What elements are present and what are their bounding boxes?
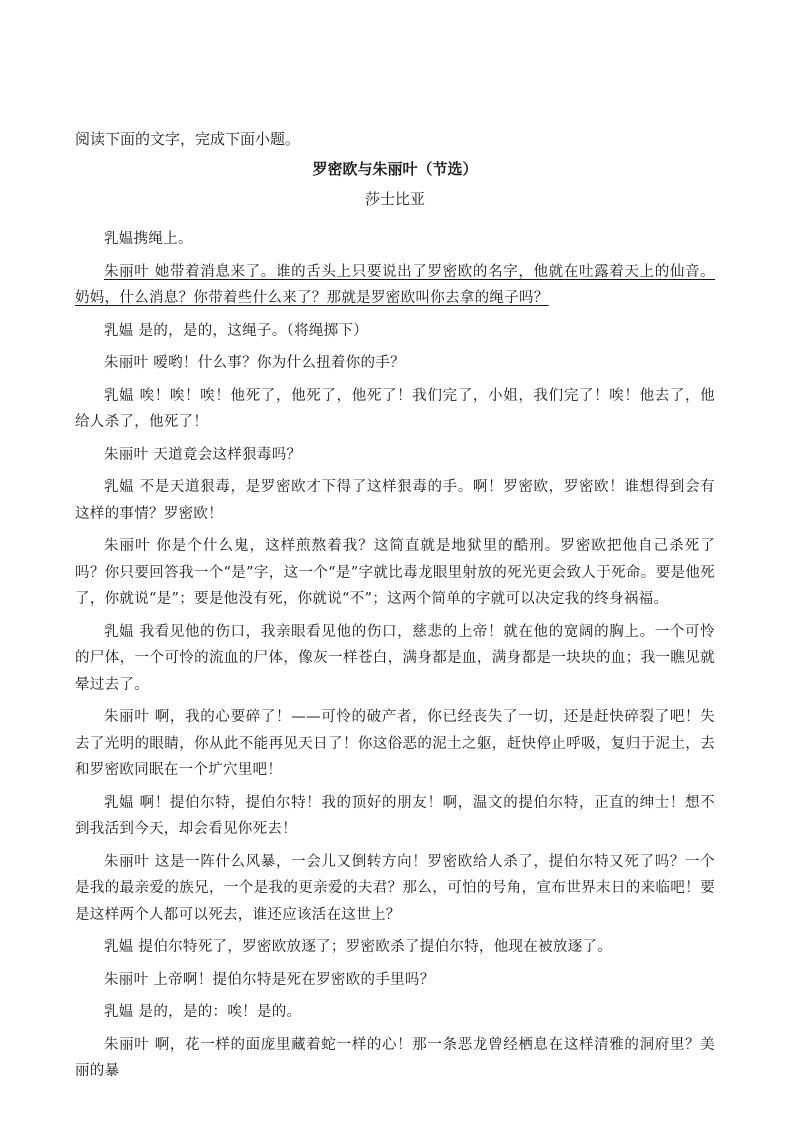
passage-author: 莎士比亚: [364, 190, 425, 208]
speaker-name: 乳媪: [104, 479, 135, 495]
dialogue-line: [75, 934, 715, 961]
speaker-name: 朱丽叶: [104, 971, 149, 988]
dialogue-line: [75, 383, 715, 436]
dialogue-line: [75, 318, 715, 345]
dialogue-line: [75, 1032, 715, 1085]
speaker-name: 乳媪: [104, 322, 134, 339]
paragraph-text: 天道竟会这样狠毒吗？: [153, 446, 302, 463]
dialogue-line: [75, 999, 715, 1026]
paragraph-text: 乳媪携绳上。: [104, 231, 193, 247]
paragraph-text: 啊，我的心要碎了！——可怜的破产者，你已经丧失了一切，还是赶快碎裂了吧！失去了光明的眼睛，你从此不能再见天日了！你这俗恶的泥土之躯，赶快停止呼吸，复归于泥土，去和罗密欧同眠在一个圹穴里吧！: [75, 709, 715, 778]
speaker-name: 朱丽叶: [104, 709, 150, 725]
paragraph-text: 我看见他的伤口，我亲眼看见他的伤口，慈悲的上帝！就在他的宽阔的胸上。一个可怜的尸体，一个可怜的流血的尸体，像灰一样苍白，满身都是血，满身都是一块块的血；我一瞧见就晕过去了。: [75, 623, 715, 693]
speaker-name: 乳媪: [104, 939, 134, 955]
dialogue-line: [75, 350, 715, 377]
dialogue-line: [75, 967, 715, 994]
paragraph-text: 不是天道狠毒，是罗密欧才下得了这样狠毒的手。啊！罗密欧，罗密欧！谁想得到会有这样的事情？罗密欧！: [75, 479, 715, 522]
speaker-name: 乳媪: [104, 387, 135, 404]
paragraph-text: 啊，花一样的面庞里藏着蛇一样的心！那一条恶龙曾经栖息在这样清雅的洞府里？美丽的暴: [75, 1036, 715, 1079]
paragraph-text: 你是个什么鬼，这样煎熬着我？这简直就是地狱里的酷刑。罗密欧把他自己杀死了吗？你只要回答我一个“是”字，这一个“是”字就比毒龙眼里射放的死光更会致人于死命。要是他死了，你就说“是”；要是他没有死，你就说“不”；这两个简单的字就可以决定我的终身祸福。: [75, 538, 715, 607]
dialogue-line: [75, 619, 715, 699]
dialogue-line: [75, 533, 715, 613]
speaker-name: 朱丽叶: [104, 355, 149, 371]
speaker-name: 朱丽叶: [104, 1036, 150, 1053]
dialogue-line: [75, 704, 715, 784]
dialogue-line: [75, 442, 715, 469]
speaker-name: 朱丽叶: [104, 853, 150, 870]
paragraph-text: 她带着消息来了。谁的舌头上只要说出了罗密欧的名字，他就在吐露着天上的仙音。奶妈，什么消息？你带着些什么来了？那就是罗密欧叫你去拿的绳子吗？: [75, 263, 715, 306]
paragraph-text: 上帝啊！提伯尔特是死在罗密欧的手里吗？: [153, 971, 435, 988]
paragraph-text: 啊！提伯尔特，提伯尔特！我的顶好的朋友！啊，温文的提伯尔特，正直的绅士！想不到我活到今天，却会看见你死去！: [75, 794, 715, 837]
paragraph-text: 提伯尔特死了，罗密欧放逐了；罗密欧杀了提伯尔特，他现在被放逐了。: [138, 939, 613, 955]
paragraph-text: 这是一阵什么风暴，一会儿又倒转方向！罗密欧给人杀了，提伯尔特又死了吗？一个是我的最亲爱的族兄，一个是我的更亲爱的夫君？那么，可怕的号角，宣布世界末日的来临吧！要是这样两个人都可以死去，谁还应该活在这世上？: [75, 853, 715, 923]
paragraph-text: 嗳哟！什么事？你为什么扭着你的手？: [153, 355, 405, 371]
question-instruction: 阅读下面的文字，完成下面小题。: [75, 130, 301, 148]
speaker-name: 朱丽叶: [104, 263, 150, 280]
speaker-name: 乳媪: [104, 623, 135, 640]
dialogue-line: [75, 849, 715, 929]
speaker-name: 朱丽叶: [104, 538, 151, 554]
passage-body: [75, 226, 715, 1085]
speaker-name: 乳媪: [104, 1004, 134, 1020]
paragraph-text: 唉！唉！唉！他死了，他死了，他死了！我们完了，小姐，我们完了！唉！他去了，他给人杀了，他死了！: [75, 387, 715, 430]
stage-direction: [75, 226, 715, 253]
speaker-name: 朱丽叶: [104, 446, 149, 463]
paragraph-text: 是的，是的：唉！是的。: [138, 1004, 302, 1020]
dialogue-line: [75, 474, 715, 527]
paragraph-text: 是的，是的，这绳子。（将绳掷下）: [138, 322, 369, 339]
speaker-name: 乳媪: [104, 794, 135, 811]
passage-title: 罗密欧与朱丽叶（节选）: [312, 160, 478, 178]
dialogue-line-underlined: [75, 259, 715, 312]
dialogue-line: [75, 790, 715, 843]
